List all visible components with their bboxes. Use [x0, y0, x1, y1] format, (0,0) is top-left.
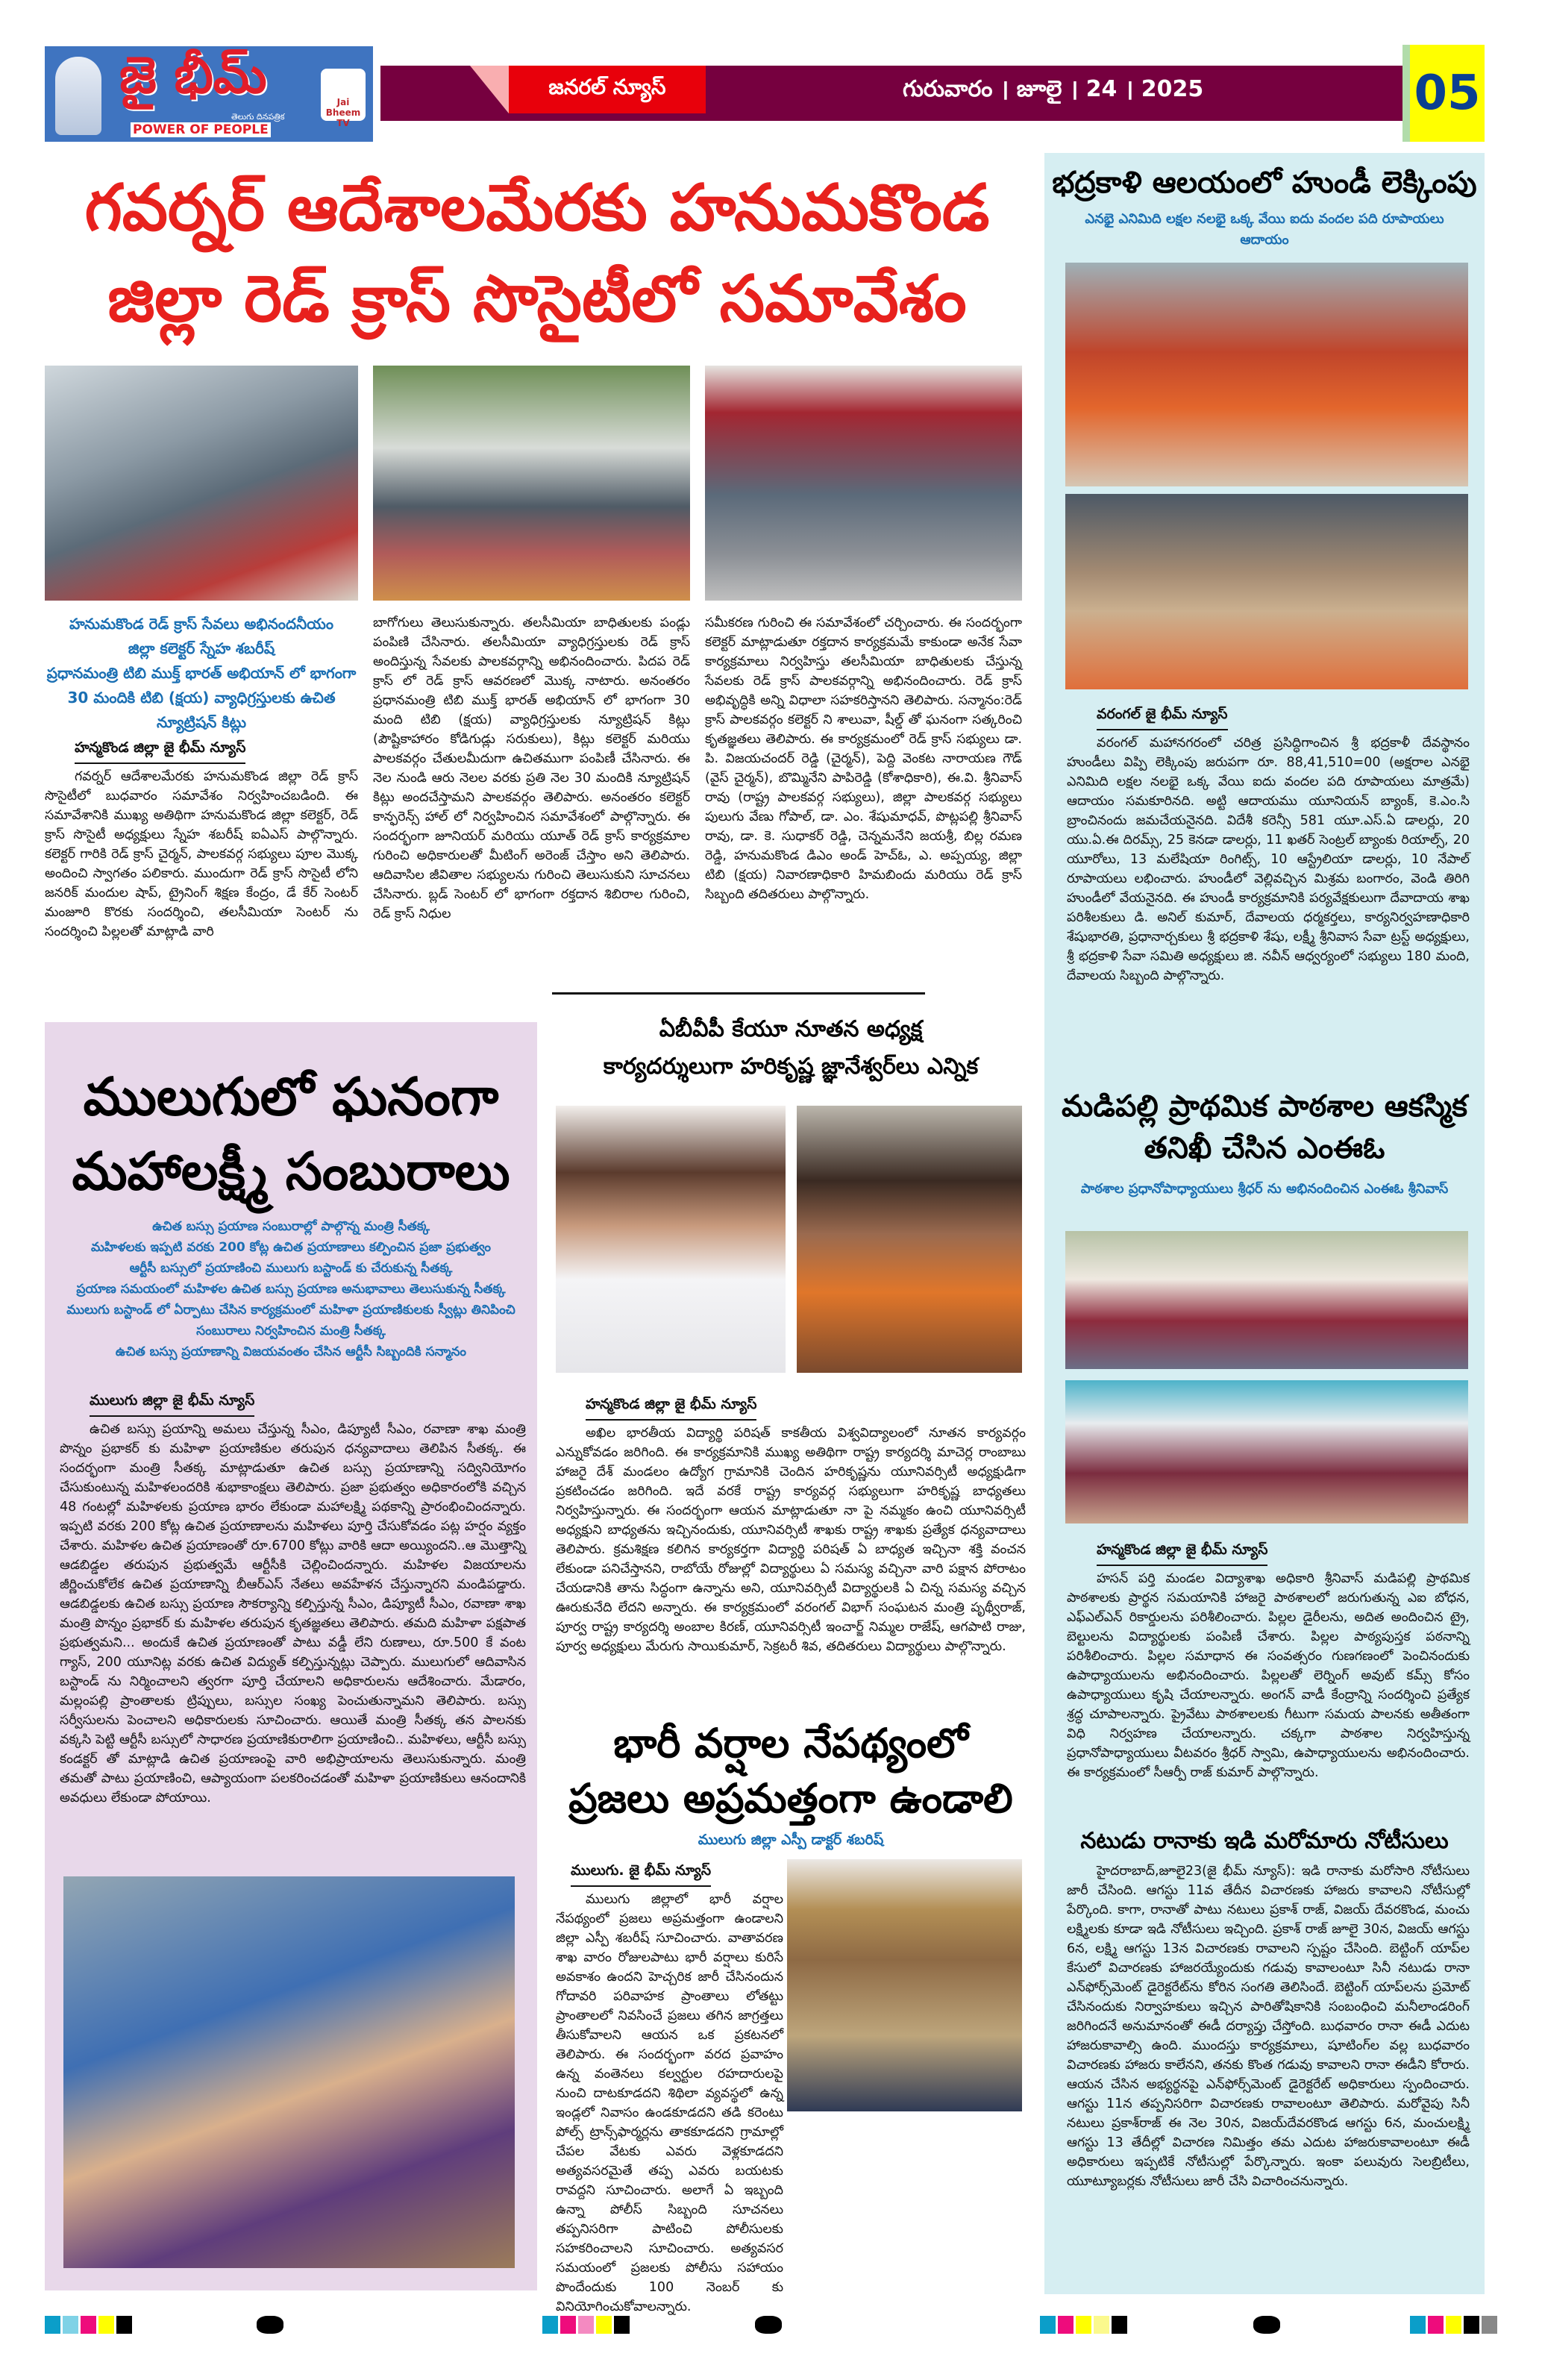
strip-decoration — [470, 66, 509, 113]
rain-text — [556, 1858, 783, 2314]
lead-headline — [45, 163, 1029, 345]
logo-tagline: POWER OF PEOPLE — [131, 122, 271, 137]
header-strip — [380, 66, 1402, 121]
mulugu-subhead: ములుగు బస్టాండ్ లో ఏర్పాటు చేసిన కార్యక్రమంలో మహిళా ప్రయాణికులకు స్వీట్లు తినిపించి సంబురాలు నిర్వహించిన మంత్రి సీతక్క — [66, 1303, 515, 1338]
portrait-icon — [55, 57, 101, 135]
abvp-photo-jnaneshwar — [797, 1106, 1022, 1373]
temple-text — [1067, 701, 1470, 1074]
abvp-byline: హన్మకొండ జిల్లా జై భీమ్ న్యూస్ — [586, 1396, 756, 1421]
logo-name: జై భీమ్ — [119, 46, 267, 105]
lead-body-3: సమీకరణ గురించి ఈ సమావేశంలో చర్చించారు. ఈ సందర్భంగా కలెక్టర్ మాట్లాడుతూ రక్తదాన కార్యక్రమమే కాకుండా అనేక సేవా కార్యక్రమాలు నిర్వహిస్తు తలసీమియా బాధితులకు చేస్తున్న సేవలకు రెడ్ క్రాస్ పాలకవర్గాన్ని అభినందించారు. రెడ్ క్రాస్ అభివృద్ధికి అన్ని విధాలా సహకరిస్తానని తెలిపారు. సన్మానం:రెడ్ క్రాస్ పాలకవర్గం కలెక్టర్ ని శాలువా, షీల్డ్ తో ఘనంగా సత్కరించి కృతజ్ఞతలు తెలిపారు. ఈ కార్యక్రమంలో రెడ్ క్రాస్ సభ్యులు డా. పి. విజయచందర్ రెడ్డి (చైర్మన్), పెద్ది వెంకట నారాయణ గౌడ్ (వైస్ చైర్మన్), బొమ్మినేని పాపిరెడ్డి (కోశాధికారి), ఈ.వి. శ్రీనివాస్ రావు (రాష్ట్ర పాలకవర్గ సభ్యులు), జిల్లా పాలకవర్గ సభ్యులు పులుగు వేణు గోపాల్, డా. ఎం. శేషుమాధవ్, పొట్లపల్లి శ్రీనివాస్ రావు, డా. కె. సుధాకర్ రెడ్డి, చెన్నమనేని జయశ్రీ, బిల్ల రమణ రెడ్డి, హనుమకొండ డిఎం అండ్ హెచ్ఓ, ఎ. అప్పయ్య, జిల్లా టిబి (క్షయ) నివారణాధికారి హిమబిందు మరియు రెడ్ క్రాస్ సిబ్బంది తదితరులు పాల్గొన్నారు. — [705, 616, 1022, 902]
school-byline: హన్మకొండ జిల్లా జై భీమ్ న్యూస్ — [1097, 1541, 1267, 1566]
mulugu-body: ఉచిత బస్సు ప్రయాన్ని అమలు చేస్తున్న సీఎం, డిప్యూటీ సీఎం, రవాణా శాఖ మంత్రి పొన్నం ప్రభాకర్ కు మహిళా ప్రయాణికుల తరుపున ధన్యవాదాలు తెలిపిన సీతక్క. ఈ సందర్భంగా మంత్రి సీతక్క మాట్లాడుతూ ఉచిత బస్సు ప్రయాణాన్ని సద్వినియోగం చేసుకుంటున్న మహిళలందరికి శుభాకాంక్షలు తెలిపారు. ప్రజా ప్రభుత్వం అధికారంలోకి వచ్చిన 48 గంటల్లో మహిళలకు ప్రయాణ భారం లేకుండా మహాలక్ష్మి పథకాన్ని ప్రారంభించిందన్నారు. ఇప్పటి వరకు 200 కోట్ల ఉచిత ప్రయాణాలను మహిళలు పూర్తి చేసుకోవడం పట్ల హర్షం వ్యక్తం చేశారు. మహిళల ఉచిత ప్రయాణంతో రూ.6700 కోట్లు వారికి ఆదా అయ్యిందని..ఆ మొత్తాన్ని ఆడబిడ్డల తరుపున ప్రభుత్వమే ఆర్టీసీకి చెల్లించిందన్నారు. మహిళల విజయాలను జీర్ణించుకోలేక ఉచిత ప్రయాణాన్ని బీఆర్ఎస్ నేతలు అవహేళన చేస్తున్నారని మండిపడ్డారు. ఆడబిడ్డలకు ఉచిత బస్సు ప్రయాణ సౌకర్యాన్ని కల్పిస్తున్న సీఎం, డిప్యూటీ సీఎం, రవాణా శాఖ మంత్రి పొన్నం ప్రభాకర్ కు మహిళల తరుపున కృతజ్ఞతలు తెలిపారు. తమది మహిళా పక్షపాత ప్రభుత్వమని... అందుకే ఉచిత ప్రయాణంతో పాటు వడ్డీ లేని రుణాలు, రూ.500 కే వంట గ్యాస్, 200 యూనిట్ల వరకు ఉచిత విద్యుత్ కల్పిస్తున్నట్లు చెప్పారు. ములుగులో ఆదివాసిన బస్టాండ్ ను నిర్మించాలని త్వరగా పూర్తి చేయాలని అధికారులను ఆదేశించారు. మేడారం, మల్లంపల్లి ప్రాంతాలకు ట్రిప్పులు, బస్సుల సంఖ్య పెంచుతున్నామని తెలిపారు. బస్సు సర్వీసులను పెంచాలని అధికారులకు సూచించారు. ఆయితే మంత్రి సీతక్క తన పాలనకు వక్కసి పెట్టి ఆర్టీసీ బస్సులో సాధారణ ప్రయాణికురాలిగా ప్రయాణించి.. మహిళలు, ఆర్టీసీ బస్సు కండక్టర్ తో మాట్లాడి ఉచిత ప్రయాణంపై వారి అభిప్రాయాలను తెలుసుకున్నారు. మంత్రి తమతో పాటు ప్రయాణించి, ఆప్యాయంగా పలకరించడంతో మహిళా ప్రయాణికులు ఆనందానికి అవధులు లేకుండా పోయాయి. — [60, 1422, 526, 1806]
temple-photo-2 — [1065, 494, 1468, 689]
mulugu-headline-line2: మహాలక్ష్మీ సంబురాలు — [72, 1141, 510, 1202]
temple-subhead: ఎనభై ఎనిమిది లక్షల నలభై ఒక్క వేయి ఐదు వందల పది రూపాయలు ఆదాయం — [1085, 211, 1444, 248]
color-registration-mark — [542, 2316, 630, 2334]
newspaper-logo — [45, 46, 373, 142]
rain-headline-line1: భారీ వర్షాల నేపథ్యంలో — [613, 1720, 968, 1767]
lead-body-1: గవర్నర్ ఆదేశాలమేరకు హనుమకొండ జిల్లా రెడ్ క్రాస్ సొసైటీలో బుధవారం సమావేశం నిర్వహించబడింది. ఈ సమావేశానికి ముఖ్య అతిథిగా హనుమకొండ జిల్లా కలెక్టర్, రెడ్ క్రాస్ సొసైటీ అధ్యక్షులు స్నేహ శబరీష్ ఐఏఎస్ పాల్గొన్నారు. కలెక్టర్ గారికి రెడ్ క్రాస్ చైర్మన్, పాలకవర్గ సభ్యులు పూల మొక్క అందించి స్వాగతం పలికారు. ముందుగా రెడ్ క్రాస్ సొసైటీ లోని జనరిక్ మందుల షాప్, ట్రైనింగ్ శిక్షణ కేంద్రం, డే కేర్ సెంటర్ మంజూరి కొరకు సందర్శించి, తలసీమియా సెంటర్ ను సందర్శించి పిల్లలతో మాట్లాడి వారి — [45, 769, 358, 939]
rain-headline — [552, 1716, 1029, 1826]
logo-sub: తెలుగు దినపత్రిక — [231, 112, 285, 122]
school-body: హసన్ పర్తి మండల విద్యాశాఖ అధికారి శ్రీనివాస్ మడిపల్లి ప్రాథమిక పాఠశాలకు ప్రార్థన సమయానికి హాజరై పాఠశాలలో జరుగుతున్న ఎఐ బోధన, ఎఫ్ఎల్ఎన్ రికార్డులను పరిశీలించారు. పిల్లల డైరీలను, అదిత అందించిన ట్రై, బెల్టులను విద్యార్థులకు పంపిణీ చేశారు. పిల్లల పాఠ్యపుస్తక పఠనాన్ని పరిశీలించారు. పిల్లల సమాధాన ఈ సంవత్సరం గుణగణంలో పెంచినందుకు ఉపాధ్యాయులను అభినందించారు. పిల్లలతో లెర్నింగ్ అవుట్ కమ్స్ కోసం ఉపాధ్యాయులు కృషి చేయాలన్నారు. అంగన్ వాడీ కేంద్రాన్ని సందర్శించి ప్రత్యేక శ్రద్ధ చూపాలన్నారు. ప్రైవేటు పాఠశాలలకు గీటుగా సమయ పాలనకు అతీతంగా విధి నిర్వహణ చేయాలన్నారు. చక్కగా పాఠశాల నిర్వహిస్తున్న ప్రధానోపాధ్యాయులు వీటవరం శ్రీధర్ స్వామి, ఉపాధ్యాయులను అభినందించారు. ఈ కార్యక్రమంలో సీఆర్పీ రాజ్ కుమార్ పాల్గొన్నారు. — [1067, 1571, 1470, 1780]
temple-photo-1 — [1065, 263, 1468, 486]
section-label: జనరల్ న్యూస్ — [509, 66, 706, 113]
temple-headline: భద్రకాళి ఆలయంలో హుండీ లెక్కింపు — [1052, 166, 1477, 200]
rana-headline: నటుడు రానాకు ఇడి మరోమారు నోటీసులు — [1080, 1828, 1449, 1854]
mulugu-headline — [52, 1059, 530, 1209]
rain-body: ములుగు జిల్లాలో భారీ వర్షాల నేపథ్యంలో ప్రజలు అప్రమత్తంగా ఉండాలని జిల్లా ఎస్పీ శబరీష్ సూచించారు. వాతావరణ శాఖ వారం రోజులపాటు భారీ వర్షాలు కురిసే అవకాశం ఉందని హెచ్చరిక జారీ చేసినందున గోదావరి పరివాహక ప్రాంతాలు లోతట్టు ప్రాంతాలలో నివసించే ప్రజలు తగిన జాగ్రత్తలు తీసుకోవాలని ఆయన ఒక ప్రకటనలో తెలిపారు. ఈ సందర్భంగా వరద ప్రవాహం ఉన్న వంతెనలు కల్వర్టుల రహదారులపై నుంచి దాటకూడదని శిథిలా వ్యవస్థలో ఉన్న ఇండ్లలో నివాసం ఉండకూడదని తడి కరెంటు పోల్స్ ట్రాన్స్‌ఫార్మర్లను తాకకూడదని గ్రామాల్లో చేపల వేటకు ఎవరు వెళ్లకూడదని అత్యవసరమైతే తప్ప ఎవరు బయటకు రావద్దని సూచించారు. అలాగే ఏ ఇబ్బంది ఉన్నా పోలీస్ సిబ్బంది సూచనలు తప్పనిసరిగా పాటించి పోలీసులకు సహకరించాలని సూచించారు. అత్యవసర సమయంలో ప్రజలకు పోలీసు సహాయం పొందేందుకు 100 నెంబర్ కు వినియోగించుకోవాలన్నారు. — [556, 1892, 783, 2314]
rana-body: హైదరాబాద్,జూలై23(జై భీమ్ న్యూస్): ఇడి రానాకు మరోసారి నోటీసులు జారీ చేసింది. ఆగస్టు 11వ తేదీన విచారణకు హాజరు కావాలని నోటీసుల్లో పేర్కొంది. కాగా, రానాతో పాటు నటులు ప్రకాశ్ రాజ్, విజయ్ దేవరకొండ, మంచు లక్ష్మిలకు కూడా ఇడి నోటీసులు ఇచ్చింది. ప్రకాశ్ రాజ్ జూలై 30న, విజయ్ ఆగస్టు 6న, లక్ష్మి ఆగస్టు 13న విచారణకు రావాలని స్పష్టం చేసింది. బెట్టింగ్ యాప్‌ల కేసులో విచారణకు హాజరయ్యేందుకు గడువు కావాలంటూ సినీ నటుడు రానా ఎన్‌ఫోర్స్‌మెంట్ డైరెక్టరేట్‌ను కోరిన సంగతి తెలిసిందే. బెట్టింగ్ యాప్‌లను ప్రమోట్ చేసినందుకు నిర్వాహకులు ఇచ్చిన పారితోషికానికి సంబంధించి మనీలాండరింగ్ జరిగిందనే అనుమానంతో ఈడీ దర్యాప్తు చేస్తోంది. బుధవారం రానా ఈడీ ఎదుట హాజరుకావాల్సి ఉంది. ముందస్తు కార్యక్రమాలు, షూటింగ్‌ల వల్ల బుధవారం విచారణకు హాజరు కాలేనని, తనకు కొంత గడువు కావాలని రానా ఈడీని కోరారు. ఆయన చేసిన అభ్యర్థనపై ఎన్‌ఫోర్స్‌మెంట్ డైరెక్టరేట్ అధికారులు స్పందించారు. ఆగస్టు 11న తప్పనిసరిగా విచారణకు రావాలంటూ తెలిపారు. మరోవైపు సినీ నటులు ప్రకాశ్‌రాజ్ ఈ నెల 30న, విజయ్‌దేవరకొండ ఆగస్టు 6న, మంచులక్ష్మి ఆగస్టు 13 తేదీల్లో విచారణ నిమిత్తం తమ ఎదుట హాజరుకావాలంటూ ఈడీ అధికారులు ఇప్పటికే నోటీసుల్లో పేర్కొన్నారు. ఇంకా పలువురు సెలబ్రిటీలు, యూట్యూబర్లకు నోటీసులు జారీ చేసి విచారించనున్నారు. — [1067, 1864, 1470, 2189]
registration-oval — [257, 2316, 283, 2334]
lead-subhead-2: జిల్లా కలెక్టర్ స్నేహ శబరీష్ — [128, 639, 275, 657]
lead-photo-1 — [45, 366, 358, 601]
school-subhead: పాఠశాల ప్రధానోపాధ్యాయులు శ్రీధర్ ను అభినందించిన ఎంఈఓ శ్రీనివాస్ — [1080, 1181, 1449, 1197]
lead-byline: హన్మకొండ జిల్లా జై భీమ్ న్యూస్ — [75, 739, 245, 764]
mulugu-subhead: ప్రయాణ సమయంలో మహిళల ఉచిత బస్సు ప్రయాణ అనుభావాలు తెలుసుకున్న సీతక్క — [76, 1282, 506, 1297]
color-registration-mark — [1410, 2316, 1497, 2334]
divider — [552, 992, 925, 995]
mulugu-byline: ములుగు జిల్లా జై భీమ్ న్యూస్ — [90, 1392, 254, 1417]
abvp-photo-harikrishna — [556, 1106, 786, 1373]
school-headline: మడిపల్లి ప్రాథమిక పాఠశాల ఆకస్మిక తనిఖీ చేసిన ఎంఈఓ — [1062, 1089, 1467, 1165]
rain-headline-line2: ప్రజలు అప్రమత్తంగా ఉండాలి — [568, 1775, 1013, 1822]
rain-subhead: ములుగు జిల్లా ఎస్పీ డాక్టర్ శబరిష్ — [698, 1832, 884, 1848]
school-photo-2 — [1065, 1380, 1468, 1523]
page-number: 05 — [1402, 45, 1485, 142]
sp-photo — [787, 1859, 1022, 2111]
color-registration-mark — [1040, 2316, 1127, 2334]
temple-body: వరంగల్ మహానగరంలో చరిత్ర ప్రసిద్ధిగాంచిన శ్రీ భద్రకాళీ దేవస్థానం హుండీలు విప్పి లెక్కింపు జరుపగా రూ. 88,41,510=00 (అక్షరాల ఎనభై ఎనిమిది లక్షల నలభై ఒక్క వేయి ఐదు వందల పది రూపాయలు మాత్రమే) ఆదాయం సమకూరినది. అట్టి ఆదాయము యూనియన్ బ్యాంక్, కె.ఎం.సి బ్రాంచినందు జమచేయనైనది. విదేశీ కరెన్సీ 581 యూ.ఎస్.ఏ డాలర్లు, 20 యు.ఏ.ఈ దిరమ్స్, 25 కెనడా డాలర్లు, 11 ఖతర్ సెంట్రల్ బ్యాంకు రియాల్స్, 20 యూరోలు, 13 మలేషియా రింగిట్స్, 10 ఆస్ట్రేలియా డాలర్లు, 10 నేపాల్ రూపాయలు లభించారు. హుండీలో వెల్లివచ్చిన మిశ్రమ బంగారం, వెండి తిరిగి హుండీలో వేయనైనది. ఈ హుండీ కార్యక్రమానికి పర్యవేక్షకులుగా దేవాదాయ శాఖ పరిశీలకులు డి. అనిల్ కుమార్, దేవాలయ ధర్మకర్తలు, కార్యనిర్వహణాధికారి శేషుభారతి, ప్రధానార్చకులు శ్రీ భద్రకాళి శేషు, లక్ష్మీ శ్రీనివాస సేవా ట్రస్ట్ అధ్యక్షులు, శ్రీ భద్రకాళి సేవా సమితి అధ్యక్షులు జి. నవీన్ ఆధ్వర్యంలో సభ్యులు 180 మంది, దేవాలయ సిబ్బంది పాల్గొన్నారు. — [1067, 736, 1470, 983]
lead-photo-3 — [705, 366, 1022, 601]
temple-byline: వరంగల్ జై భీమ్ న్యూస్ — [1097, 706, 1228, 730]
mulugu-bus-photo — [63, 1876, 515, 2268]
abvp-body: అఖిల భారతీయ విద్యార్థి పరిషత్ కాకతీయ విశ్వవిద్యాలంలో నూతన కార్యవర్గం ఎన్నుకోవడం జరిగింది. ఈ కార్యక్రమానికి ముఖ్య అతిథిగా రాష్ట్ర కార్యదర్శి మాచెర్ల రాంబాబు హాజరై దేశ్ మండలం ఉద్యోగ గ్రామానికి చెందిన హరికృష్ణను యూనివర్సిటీ అధ్యక్షుడిగా ప్రకటించడం జరిగింది. ఇదే వరకే రాష్ట్ర కార్యవర్గ సభ్యులుగా హరికృష్ణ బాధ్యతలు నిర్వహిస్తున్నారు. ఈ సందర్భంగా ఆయన మాట్లాడుతూ నా పై నమ్మకం ఉంచి యూనివర్సిటీ అధ్యక్షుని బాధ్యతను ఇచ్చినందుకు, యూనివర్సిటీ శాఖకు రాష్ట్ర శాఖకు ప్రత్యేక ధన్యవాదాలు తెలిపారు. క్రమశిక్షణ కలిగిన కార్యకర్తగా విద్యార్థి పరిషత్ ఏ బాధ్యత ఇచ్చినా శక్తి వంచన లేకుండా పనిచేస్తానని, రాబోయే రోజుల్లో విద్యార్థులు ఏ సమస్య వచ్చినా వారి పక్షాన పోరాటం చేయడానికి తాను సిద్ధంగా ఉన్నాను అని, యూనివర్సిటీ విద్యార్థులకి ఏ చిన్న సమస్య వచ్చిన ఊరుకునేది లేదని అన్నారు. ఈ కార్యక్రమంలో వరంగల్ విభాగ్ సంఘటన మంత్రి పృథ్వీరాజ్, పూర్వ రాష్ట్ర కార్యదర్శి అంబాల కిరణ్, యూనివర్సిటీ ఇంచార్జ్ నిమ్మల రాజేష్, ఆగపాటి రాజు, పూర్వ అధ్యక్షులు మేరుగు సాయికుమార్, సెక్రటరీ శివ, తదితరులు విద్యార్థులు పాల్గొన్నారు. — [556, 1426, 1026, 1654]
lead-photo-2 — [373, 366, 690, 601]
mulugu-subhead: ఉచిత బస్సు ప్రయాణ సంబురాల్లో పాల్గొన్న మంత్రి సీతక్క — [152, 1219, 430, 1234]
lead-subhead-1: హనుమకొండ రెడ్ క్రాస్ సేవలు అభినందనీయం — [69, 615, 333, 633]
mulugu-headline-line1: ములుగులో ఘనంగా — [83, 1066, 499, 1127]
lead-body-2: బాగోగులు తెలుసుకున్నారు. తలసీమియా బాధితులకు పండ్లు పంపిణి చేసినారు. తలసీమియా వ్యాధిగ్రస్తులకు రెడ్ క్రాస్ అందిస్తున్న సేవలకు పాలకవర్గాన్ని అభినందించారు. పిదప రెడ్ క్రాస్ లో రెడ్ క్రాస్ ఆవరణలో మొక్క నాటారు. అనంతరం ప్రధానమంత్రి టిబి ముక్త్ భారత్ అభియాన్ లో భాగంగా 30 మంది టిబి (క్షయ) వ్యాధిగ్రస్తులకు న్యూట్రిషన్ కిట్లు (పౌష్టికాహారం కోడిగుడ్లు సరుకులు), కిట్లు కలెక్టర్ మరియు పాలకవర్గం చేతులమీదుగా ఉచితముగా పంపిణీ చేసినారు. ఈ నెల నుండి ఆరు నెలల వరకు ప్రతి నెల 30 మందికి న్యూట్రిషన్ కిట్లు అందచేస్తామని పాలకవర్గం తెలిపారు. అనంతరం కలెక్టర్ కాన్ఫరెన్స్ హాల్ లో నిర్వహించిన సమావేశంలో పాల్గొన్నారు. ఈ సందర్భంగా జూనియర్ మరియు యూత్ రెడ్ క్రాస్ కార్యక్రమాల గురించి అధికారులతో మీటింగ్ అరెంజ్ చేస్తాం అని తెలిపారు. ఆదివాసిల జీవితాల సభ్యులను గురించి తెలుసుకుని సూచనలు చేసినారు. బ్లడ్ సెంటర్ లో భాగంగా రక్తదాన శిబిరాల గురించి, రెడ్ క్రాస్ నిధుల — [373, 616, 690, 921]
lead-headline-line1: గవర్నర్ ఆదేశాలమేరకు హనుమకొండ — [84, 171, 990, 245]
mulugu-subhead: ఆర్టీసీ బస్సులో ప్రయాణించి ములుగు బస్టాండ్ కు చేరుకున్న సీతక్క — [129, 1261, 453, 1276]
registration-oval — [755, 2316, 782, 2334]
rain-byline: ములుగు. జై భీమ్ న్యూస్ — [571, 1862, 711, 1887]
color-registration-mark — [45, 2316, 132, 2334]
mulugu-subhead: మహిళలకు ఇప్పటి వరకు 200 కోట్ల ఉచిత ప్రయాణాలు కల్పించిన ప్రజా ప్రభుత్వం — [90, 1240, 492, 1255]
lead-headline-line2: జిల్లా రెడ్ క్రాస్ సొసైటీలో సమావేశం — [107, 262, 967, 336]
tv-logo: Jai Bheem TV — [321, 69, 366, 121]
abvp-headline-line2: కార్యదర్శులుగా హరికృష్ణ జ్ఞానేశ్వర్‌లు ఎన్నిక — [603, 1053, 979, 1080]
issue-date: గురువారం । జూలై । 24 । 2025 — [903, 76, 1204, 102]
abvp-headline-line1: ఏబీవీపీ కేయూ నూతన అధ్యక్ష — [659, 1016, 923, 1042]
lead-subhead-3: ప్రధానమంత్రి టిబి ముక్త్ భారత్ అభియాన్ లో భాగంగా 30 మందికి టిబి (క్షయ) వ్యాధిగ్రస్తులకు ఉచిత న్యూట్రిషన్ కిట్లు — [46, 664, 357, 731]
school-photo-1 — [1065, 1231, 1468, 1369]
abvp-text — [556, 1391, 1026, 1703]
lead-column-1 — [45, 612, 358, 989]
mulugu-text — [60, 1388, 526, 1865]
mulugu-subhead: ఉచిత బస్సు ప్రయాణాన్ని విజయవంతం చేసిన ఆర్టీసీ సిబ్బందికి సన్మానం — [115, 1344, 467, 1359]
school-text — [1067, 1537, 1470, 1824]
registration-oval — [1253, 2316, 1280, 2334]
abvp-headline — [552, 1011, 1029, 1086]
mulugu-subheads — [60, 1216, 522, 1362]
